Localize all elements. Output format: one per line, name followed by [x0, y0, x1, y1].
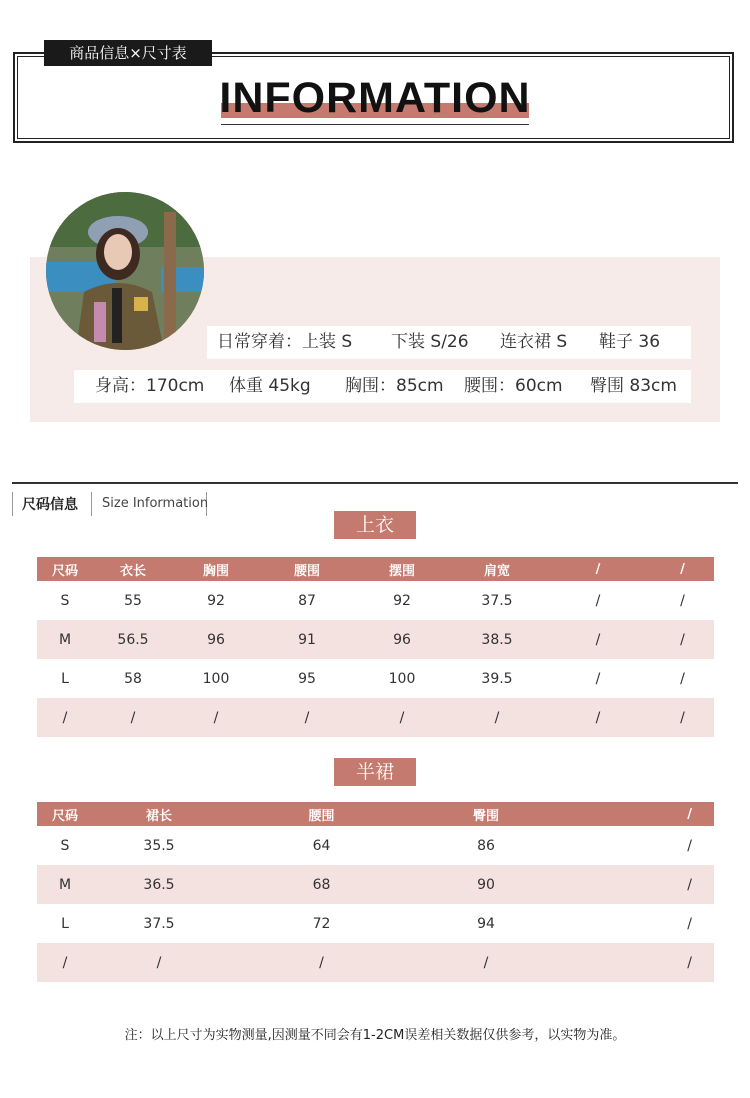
size-info-title-cn: 尺码信息: [22, 497, 78, 513]
table-cell: 96: [355, 620, 449, 659]
skirt-size-table: [37, 802, 714, 982]
measure-hip: 臀围 83cm: [590, 376, 677, 396]
table-cell: 90: [418, 865, 554, 904]
daily-wear-top: 日常穿着：上装 S: [217, 332, 353, 352]
daily-wear-row: [207, 326, 691, 359]
table-row: [37, 698, 714, 737]
table-cell: M: [37, 620, 93, 659]
measure-bust: 胸围：85cm: [345, 376, 444, 396]
table-cell: L: [61, 915, 69, 932]
table-cell: /: [545, 698, 651, 737]
table-cell: 39.5: [481, 670, 513, 687]
header-cell: 尺码: [37, 557, 93, 581]
table-cell: 100: [202, 670, 230, 687]
table-cell: S: [60, 592, 70, 609]
measurements-row: [74, 370, 691, 403]
table-cell: 37.5: [143, 915, 175, 932]
daily-wear-bottom: 下装 S/26: [391, 332, 469, 352]
skirt-section-title: 半裙: [334, 758, 416, 786]
table-cell: /: [595, 592, 601, 609]
table-cell: 96: [173, 620, 259, 659]
header-cell: 臀围: [418, 802, 554, 826]
measure-waist: 腰围：60cm: [464, 376, 563, 396]
table-row: [37, 581, 714, 620]
table-cell: 100: [388, 670, 416, 687]
table-cell: 64: [312, 837, 331, 854]
table-cell: 37.5: [481, 592, 513, 609]
header-cell: 裙长: [93, 802, 225, 826]
table-cell: /: [37, 943, 93, 982]
table-row: [37, 826, 714, 865]
table-row: [37, 943, 714, 982]
table-cell: /: [545, 620, 651, 659]
header-cell: /: [545, 557, 651, 581]
table-cell: 95: [298, 670, 316, 687]
table-cell: /: [687, 837, 692, 854]
table-cell: /: [259, 698, 355, 737]
table-cell: /: [37, 698, 93, 737]
table-cell: M: [37, 865, 93, 904]
daily-wear-shoes: 鞋子 36: [599, 332, 661, 352]
header-tag: 商品信息×尺寸表: [44, 40, 212, 66]
table-cell: /: [93, 943, 225, 982]
table-cell: /: [355, 698, 449, 737]
table-cell: /: [687, 915, 692, 932]
table-cell: 36.5: [93, 865, 225, 904]
table-cell: /: [225, 943, 418, 982]
tab-divider: [12, 492, 13, 516]
table-cell: /: [554, 943, 714, 982]
table-cell: 94: [477, 915, 495, 932]
table-cell: 87: [298, 592, 316, 609]
table-cell: 92: [207, 592, 225, 609]
table-cell: /: [680, 592, 685, 609]
header-cell: 尺码: [37, 802, 93, 826]
header-cell: /: [651, 557, 714, 581]
header-cell: 腰围: [259, 557, 355, 581]
size-info-title-en: Size Information: [102, 496, 209, 511]
header-cell: 摆围: [355, 557, 449, 581]
table-cell: 91: [259, 620, 355, 659]
table-cell: /: [418, 943, 554, 982]
table-cell: 58: [124, 670, 142, 687]
header-cell: 衣长: [93, 557, 173, 581]
table-row: [37, 865, 714, 904]
table-row: [37, 904, 714, 943]
model-photo-image: [46, 192, 204, 350]
table-cell: 35.5: [143, 837, 175, 854]
table-cell: 38.5: [449, 620, 545, 659]
table-cell: S: [60, 837, 70, 854]
tab-divider: [91, 492, 92, 516]
measure-weight: 体重 45kg: [229, 376, 311, 396]
header-cell: 胸围: [173, 557, 259, 581]
title-underline-line: [221, 124, 529, 125]
table-cell: 68: [225, 865, 418, 904]
measurement-note: 注：以上尺寸为实物测量,因测量不同会有1-2CM误差相关数据仅供参考，以实物为准。: [124, 1028, 626, 1043]
header-cell: 肩宽: [449, 557, 545, 581]
table-cell: /: [680, 670, 685, 687]
table-cell: 55: [124, 592, 142, 609]
table-cell: /: [93, 698, 173, 737]
table-row: [37, 620, 714, 659]
table-cell: /: [449, 698, 545, 737]
table-cell: /: [173, 698, 259, 737]
top-size-table: [37, 557, 714, 737]
section-divider: [12, 482, 738, 484]
table-cell: 86: [477, 837, 495, 854]
page-title: INFORMATION: [219, 74, 531, 122]
table-row: [37, 659, 714, 698]
table-cell: L: [61, 670, 69, 687]
table-header-row: [37, 557, 714, 581]
header-cell: 腰围: [225, 802, 418, 826]
table-header-row: [37, 802, 714, 826]
table-cell: 92: [393, 592, 411, 609]
model-photo: [46, 192, 204, 350]
top-section-title: 上衣: [334, 511, 416, 539]
table-cell: 56.5: [93, 620, 173, 659]
table-cell: /: [595, 670, 601, 687]
measure-height: 身高：170cm: [95, 376, 205, 396]
table-cell: /: [651, 620, 714, 659]
daily-wear-dress: 连衣裙 S: [500, 332, 568, 352]
table-cell: 72: [312, 915, 331, 932]
table-cell: /: [554, 865, 714, 904]
table-cell: /: [651, 698, 714, 737]
header-cell: /: [554, 802, 714, 826]
